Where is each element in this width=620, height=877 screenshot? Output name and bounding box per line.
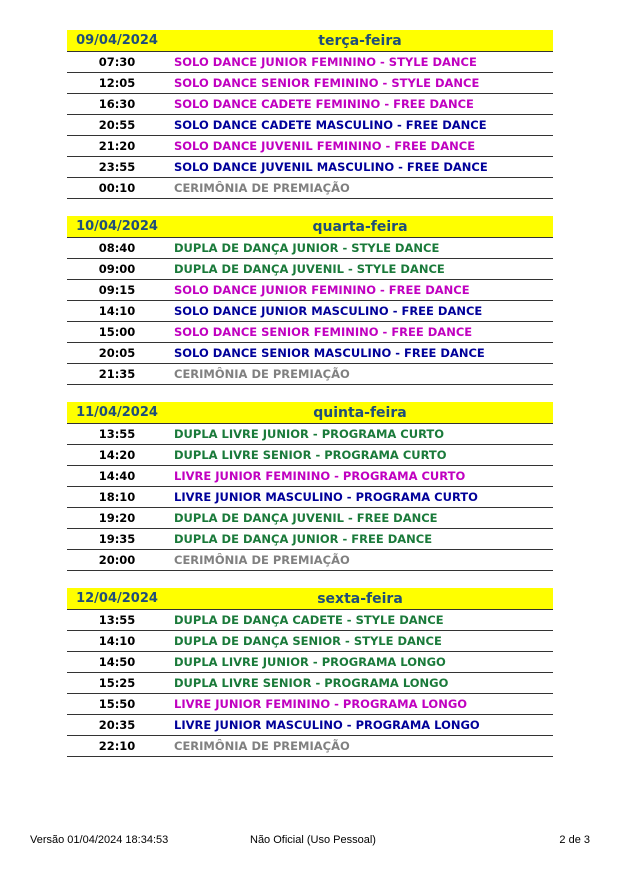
schedule-row bbox=[67, 529, 553, 550]
event-time: 21:35 bbox=[98, 367, 136, 381]
schedule-row bbox=[67, 673, 553, 694]
schedule-row bbox=[67, 715, 553, 736]
schedule-row bbox=[67, 301, 553, 322]
event-time: 19:20 bbox=[98, 511, 136, 525]
event-time: 20:05 bbox=[98, 346, 136, 360]
day-section bbox=[67, 30, 553, 199]
day-date: 12/04/2024 bbox=[76, 591, 158, 606]
event-time: 15:00 bbox=[98, 325, 136, 339]
schedule-row bbox=[67, 94, 553, 115]
event-name: SOLO DANCE JUNIOR MASCULINO - FREE DANCE bbox=[174, 304, 483, 318]
day-weekday: terça-feira bbox=[318, 32, 402, 49]
event-name: SOLO DANCE SENIOR FEMININO - STYLE DANCE bbox=[174, 76, 480, 90]
schedule-row bbox=[67, 322, 553, 343]
event-name: DUPLA DE DANÇA JUVENIL - FREE DANCE bbox=[174, 511, 438, 525]
footer-version: Versão 01/04/2024 18:34:53 bbox=[30, 834, 169, 846]
event-time: 20:55 bbox=[98, 118, 136, 132]
day-weekday: sexta-feira bbox=[317, 590, 403, 607]
day-weekday: quarta-feira bbox=[312, 218, 408, 235]
schedule-row bbox=[67, 631, 553, 652]
event-time: 16:30 bbox=[98, 97, 136, 111]
day-header bbox=[67, 402, 553, 424]
event-name: LIVRE JUNIOR MASCULINO - PROGRAMA CURTO bbox=[174, 490, 478, 504]
event-name: LIVRE JUNIOR FEMININO - PROGRAMA LONGO bbox=[174, 697, 468, 711]
day-weekday: quinta-feira bbox=[313, 404, 407, 421]
schedule-row bbox=[67, 610, 553, 631]
event-time: 23:55 bbox=[98, 160, 136, 174]
schedule-row bbox=[67, 652, 553, 673]
event-name: DUPLA LIVRE SENIOR - PROGRAMA LONGO bbox=[174, 676, 449, 690]
event-time: 07:30 bbox=[98, 55, 136, 69]
event-name: DUPLA DE DANÇA JUNIOR - FREE DANCE bbox=[174, 532, 433, 546]
event-name: CERIMÔNIA DE PREMIAÇÃO bbox=[174, 553, 350, 567]
schedule-row bbox=[67, 73, 553, 94]
event-time: 00:10 bbox=[98, 181, 136, 195]
footer-page-number: 2 de 3 bbox=[559, 834, 590, 846]
event-name: SOLO DANCE JUVENIL MASCULINO - FREE DANCE bbox=[174, 160, 488, 174]
day-header bbox=[67, 216, 553, 238]
event-name: SOLO DANCE JUNIOR FEMININO - STYLE DANCE bbox=[174, 55, 477, 69]
event-name: SOLO DANCE JUNIOR FEMININO - FREE DANCE bbox=[174, 283, 470, 297]
event-time: 13:55 bbox=[98, 427, 136, 441]
event-name: DUPLA LIVRE SENIOR - PROGRAMA CURTO bbox=[174, 448, 447, 462]
event-time: 15:25 bbox=[98, 676, 136, 690]
event-name: DUPLA LIVRE JUNIOR - PROGRAMA LONGO bbox=[174, 655, 446, 669]
event-time: 09:15 bbox=[98, 283, 136, 297]
day-header bbox=[67, 588, 553, 610]
schedule-row bbox=[67, 550, 553, 571]
event-time: 09:00 bbox=[98, 262, 136, 276]
event-time: 14:10 bbox=[98, 634, 136, 648]
event-name: LIVRE JUNIOR FEMININO - PROGRAMA CURTO bbox=[174, 469, 466, 483]
event-time: 22:10 bbox=[98, 739, 136, 753]
event-name: SOLO DANCE CADETE MASCULINO - FREE DANCE bbox=[174, 118, 487, 132]
event-time: 14:50 bbox=[98, 655, 136, 669]
schedule-row bbox=[67, 466, 553, 487]
event-time: 21:20 bbox=[98, 139, 136, 153]
footer-notice: Não Oficial (Uso Pessoal) bbox=[250, 834, 376, 846]
day-date: 11/04/2024 bbox=[76, 405, 158, 420]
event-time: 19:35 bbox=[98, 532, 136, 546]
schedule-row bbox=[67, 487, 553, 508]
day-section bbox=[67, 588, 553, 757]
schedule-row bbox=[67, 343, 553, 364]
event-name: DUPLA DE DANÇA CADETE - STYLE DANCE bbox=[174, 613, 444, 627]
event-name: SOLO DANCE JUVENIL FEMININO - FREE DANCE bbox=[174, 139, 476, 153]
day-date: 09/04/2024 bbox=[76, 33, 158, 48]
schedule-row bbox=[67, 178, 553, 199]
schedule-row bbox=[67, 508, 553, 529]
event-time: 18:10 bbox=[98, 490, 136, 504]
schedule-row bbox=[67, 157, 553, 178]
event-name: DUPLA DE DANÇA SENIOR - STYLE DANCE bbox=[174, 634, 442, 648]
event-name: LIVRE JUNIOR MASCULINO - PROGRAMA LONGO bbox=[174, 718, 480, 732]
day-date: 10/04/2024 bbox=[76, 219, 158, 234]
event-name: DUPLA DE DANÇA JUVENIL - STYLE DANCE bbox=[174, 262, 445, 276]
event-name: CERIMÔNIA DE PREMIAÇÃO bbox=[174, 367, 350, 381]
event-time: 20:00 bbox=[98, 553, 136, 567]
event-name: CERIMÔNIA DE PREMIAÇÃO bbox=[174, 181, 350, 195]
schedule-row bbox=[67, 424, 553, 445]
schedule-row bbox=[67, 694, 553, 715]
event-name: DUPLA DE DANÇA JUNIOR - STYLE DANCE bbox=[174, 241, 440, 255]
schedule-row bbox=[67, 52, 553, 73]
schedule-row bbox=[67, 280, 553, 301]
event-name: CERIMÔNIA DE PREMIAÇÃO bbox=[174, 739, 350, 753]
day-section bbox=[67, 216, 553, 385]
event-time: 13:55 bbox=[98, 613, 136, 627]
event-time: 14:20 bbox=[98, 448, 136, 462]
schedule-row bbox=[67, 736, 553, 757]
event-time: 08:40 bbox=[98, 241, 136, 255]
schedule-row bbox=[67, 115, 553, 136]
schedule-row bbox=[67, 364, 553, 385]
event-time: 15:50 bbox=[98, 697, 136, 711]
event-time: 14:40 bbox=[98, 469, 136, 483]
day-header bbox=[67, 30, 553, 52]
event-name: SOLO DANCE SENIOR MASCULINO - FREE DANCE bbox=[174, 346, 485, 360]
event-name: DUPLA LIVRE JUNIOR - PROGRAMA CURTO bbox=[174, 427, 445, 441]
schedule-row bbox=[67, 445, 553, 466]
day-section bbox=[67, 402, 553, 571]
event-time: 20:35 bbox=[98, 718, 136, 732]
schedule-row bbox=[67, 136, 553, 157]
schedule-row bbox=[67, 238, 553, 259]
event-time: 12:05 bbox=[98, 76, 136, 90]
schedule-row bbox=[67, 259, 553, 280]
event-time: 14:10 bbox=[98, 304, 136, 318]
event-name: SOLO DANCE CADETE FEMININO - FREE DANCE bbox=[174, 97, 474, 111]
event-name: SOLO DANCE SENIOR FEMININO - FREE DANCE bbox=[174, 325, 473, 339]
